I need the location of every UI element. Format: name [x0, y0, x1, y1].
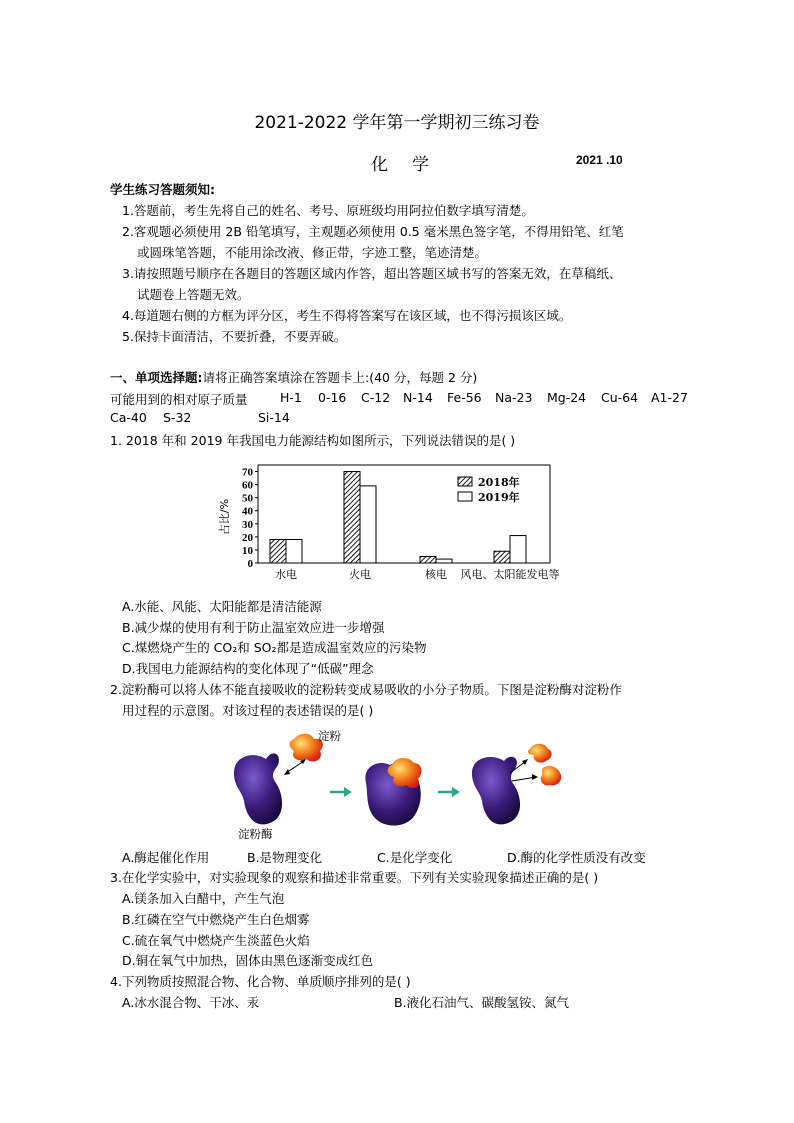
process-arrow-head — [452, 787, 460, 797]
legend-swatch — [458, 492, 472, 501]
notice-item: 1.答题前，考生先将自己的姓名、考号、原班级均用阿拉伯数字填写清楚。 — [122, 203, 534, 218]
mass-item: A1-27 — [651, 390, 688, 405]
mass-item: S-32 — [163, 410, 192, 425]
q4-option-b: B.液化石油气、碳酸氢铵、氮气 — [394, 995, 570, 1010]
bar-chart — [214, 461, 594, 585]
q2-option-c: C.是化学变化 — [377, 850, 453, 865]
x-category-label: 水电 — [275, 568, 297, 581]
q3-option-b: B.红磷在空气中燃烧产生白色烟雾 — [122, 912, 310, 927]
y-tick-label: 0 — [247, 558, 253, 570]
notice-item: 或圆珠笔答题，不能用涂改液、修正带，字迹工整，笔迹清楚。 — [137, 245, 488, 260]
notice-item: 3.请按照题号顺序在各题目的答题区域内作答，超出答题区域书写的答案无效，在草稿纸、 — [122, 266, 622, 281]
q2-option-a: A.酶起催化作用 — [122, 850, 210, 865]
enzyme-shape — [234, 753, 282, 824]
bar-2019 — [286, 539, 302, 563]
q3-option-d: D.铜在氧气中加热，固体由黑色逐渐变成红色 — [122, 953, 374, 968]
q3-option-a: A.镁条加入白醋中，产生气泡 — [122, 891, 285, 906]
mass-item: H-1 — [280, 390, 302, 405]
q3-stem: 3.在化学实验中，对实验现象的观察和描述非常重要。下列有关实验现象描述正确的是( ) — [110, 870, 599, 885]
x-category-label: 核电 — [425, 568, 447, 581]
exam-date: 2021 .10 — [576, 153, 623, 167]
mass-item: 0-16 — [318, 390, 347, 405]
section-heading — [110, 368, 477, 388]
y-tick-label: 30 — [242, 518, 253, 531]
binding-arrow-head — [284, 769, 290, 775]
exam-title: 2021-2022 学年第一学期初三练习卷 — [254, 113, 540, 133]
enzyme-shape — [472, 757, 520, 825]
q1-stem: 1. 2018 年和 2019 年我国电力能源结构如图所示，下列说法错误的是( ) — [110, 433, 516, 448]
enzyme-process-illustration — [226, 725, 576, 843]
masses-label: 可能用到的相对原子质量 — [110, 392, 248, 407]
x-category-label: 火电 — [349, 568, 371, 581]
q2-options — [110, 848, 710, 868]
q3-option-c: C.硫在氧气中燃烧产生淡蓝色火焰 — [122, 933, 310, 948]
product-shape — [528, 744, 552, 763]
mass-item: N-14 — [403, 390, 433, 405]
q1-option-c: C.煤燃烧产生的 CO₂和 SO₂都是造成温室效应的污染物 — [122, 640, 427, 655]
notice-item: 2.客观题必须使用 2B 铅笔填写，主观题必须使用 0.5 毫米黑色签字笔，不得用铅笔、红笔 — [122, 224, 624, 239]
bar-2018 — [270, 539, 286, 563]
release-arrow-head — [532, 774, 538, 780]
atomic-masses-row2 — [110, 410, 710, 430]
notice-item: 4.每道题右侧的方框为评分区，考生不得将答案写在该区域，也不得污损该区域。 — [122, 308, 572, 323]
enzyme-diagram — [226, 725, 576, 843]
q1-option-b: B.减少煤的使用有利于防止温室效应进一步增强 — [122, 620, 385, 635]
starch-label: 淀粉 — [318, 729, 341, 743]
product-shape — [541, 766, 562, 785]
mass-item: Ca-40 — [110, 410, 147, 425]
mass-item: Na-23 — [495, 390, 533, 405]
subject-name: 化学 — [371, 155, 453, 175]
y-tick-label: 50 — [242, 492, 253, 505]
q2-stem-line2: 用过程的示意图。对该过程的表述错误的是( ) — [122, 703, 374, 718]
legend-swatch — [458, 477, 472, 486]
power-structure-chart — [214, 461, 594, 585]
q2-option-b: B.是物理变化 — [247, 850, 323, 865]
bar-2019 — [360, 486, 376, 563]
legend-label: 2018年 — [478, 476, 520, 489]
process-arrow-head — [344, 787, 352, 797]
notice-heading: 学生练习答题须知: — [110, 182, 215, 197]
mass-item: Mg-24 — [547, 390, 587, 405]
y-tick-label: 70 — [242, 466, 253, 479]
y-tick-label: 60 — [242, 479, 253, 492]
mass-item: Si-14 — [258, 410, 290, 425]
q1-option-a: A.水能、风能、太阳能都是清洁能源 — [122, 599, 322, 614]
bar-2018 — [494, 551, 510, 563]
atomic-masses-row1 — [110, 390, 710, 410]
section-heading-rest: 请将正确答案填涂在答题卡上:(40 分，每题 2 分) — [202, 370, 478, 385]
y-tick-label: 10 — [242, 544, 253, 557]
bar-2019 — [436, 559, 452, 563]
mass-item: Cu-64 — [601, 390, 639, 405]
q2-stem-line1: 2.淀粉酶可以将人体不能直接吸收的淀粉转变成易吸收的小分子物质。下图是淀粉酶对淀粉作 — [110, 682, 622, 697]
q4-options — [110, 993, 710, 1013]
q1-option-d: D.我国电力能源结构的变化体现了“低碳”理念 — [122, 661, 374, 676]
mass-item: Fe-56 — [447, 390, 482, 405]
legend-label: 2019年 — [478, 491, 520, 504]
y-tick-label: 20 — [242, 531, 253, 544]
q4-option-a: A.冰水混合物、干冰、汞 — [122, 995, 260, 1010]
x-category-label: 风电、太阳能发电等 — [460, 568, 560, 581]
y-tick-label: 40 — [242, 505, 253, 518]
release-arrow-head — [522, 759, 528, 765]
mass-item: C-12 — [361, 390, 391, 405]
notice-item: 5.保持卡面清洁，不要折叠，不要弄破。 — [122, 329, 347, 344]
section-heading-bold: 一、单项选择题: — [110, 370, 203, 385]
q2-option-d: D.酶的化学性质没有改变 — [507, 850, 646, 865]
notice-item: 试题卷上答题无效。 — [137, 287, 250, 302]
bar-2018 — [344, 472, 360, 563]
bar-2018 — [420, 556, 436, 563]
enzyme-label: 淀粉酶 — [238, 827, 273, 841]
q4-stem: 4.下列物质按照混合物、化合物、单质顺序排列的是( ) — [110, 974, 411, 989]
y-axis-label: 占比/% — [218, 498, 231, 536]
bar-2019 — [510, 536, 526, 563]
